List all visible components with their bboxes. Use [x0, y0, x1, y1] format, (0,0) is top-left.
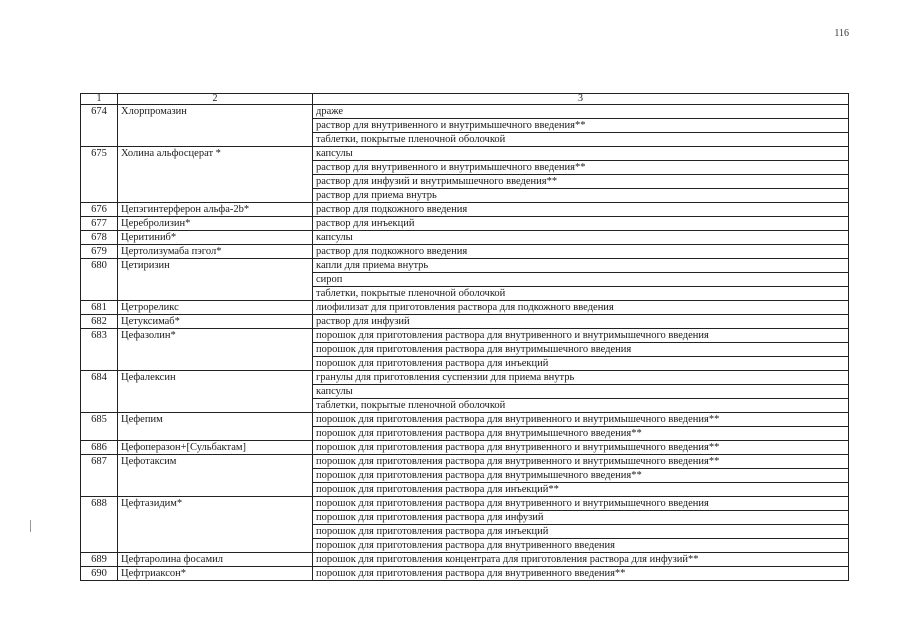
dosage-form: порошок для приготовления раствора для инъекций** — [313, 483, 849, 497]
dosage-form: порошок для приготовления раствора для внутримышечного введения** — [313, 469, 849, 483]
binding-mark — [30, 520, 31, 532]
entry-number: 685 — [81, 413, 118, 441]
entry-number: 690 — [81, 567, 118, 581]
column-header-forms: 3 — [313, 94, 849, 105]
dosage-form: раствор для подкожного введения — [313, 245, 849, 259]
column-header-name: 2 — [118, 94, 313, 105]
entry-number: 678 — [81, 231, 118, 245]
drug-name: Цетрореликс — [118, 301, 313, 315]
dosage-form: порошок для приготовления раствора для внутримышечного введения — [313, 343, 849, 357]
dosage-form: порошок для приготовления раствора для внутривенного и внутримышечного введения — [313, 497, 849, 511]
table-row — [81, 203, 849, 217]
drug-name: Цефотаксим — [118, 455, 313, 497]
dosage-form: порошок для приготовления раствора для внутривенного и внутримышечного введения — [313, 329, 849, 343]
dosage-form: капли для приема внутрь — [313, 259, 849, 273]
drug-name: Цефалексин — [118, 371, 313, 413]
dosage-form: капсулы — [313, 231, 849, 245]
table-row — [81, 441, 849, 455]
drug-name: Цефепим — [118, 413, 313, 441]
dosage-form: капсулы — [313, 385, 849, 399]
dosage-form: порошок для приготовления концентрата для приготовления раствора для инфузий** — [313, 553, 849, 567]
dosage-form: порошок для приготовления раствора для внутривенного введения** — [313, 567, 849, 581]
dosage-form: порошок для приготовления раствора для внутривенного и внутримышечного введения** — [313, 413, 849, 427]
entry-number: 676 — [81, 203, 118, 217]
entry-number: 682 — [81, 315, 118, 329]
table-row — [81, 301, 849, 315]
drug-name: Цефазолин* — [118, 329, 313, 371]
dosage-form: раствор для инъекций — [313, 217, 849, 231]
dosage-form: лиофилизат для приготовления раствора для подкожного введения — [313, 301, 849, 315]
entry-number: 684 — [81, 371, 118, 413]
drug-name: Цефтазидим* — [118, 497, 313, 553]
table-row — [81, 371, 849, 385]
dosage-form: таблетки, покрытые пленочной оболочкой — [313, 399, 849, 413]
dosage-form: драже — [313, 105, 849, 119]
drug-name: Цефтриаксон* — [118, 567, 313, 581]
table-row — [81, 105, 849, 119]
entry-number: 675 — [81, 147, 118, 203]
table-row — [81, 413, 849, 427]
drug-name: Хлорпромазин — [118, 105, 313, 147]
column-header-number: 1 — [81, 94, 118, 105]
page-number: 116 — [834, 28, 849, 39]
entry-number: 687 — [81, 455, 118, 497]
dosage-form: раствор для внутривенного и внутримышечного введения** — [313, 119, 849, 133]
dosage-form: раствор для инфузий — [313, 315, 849, 329]
table-row — [81, 259, 849, 273]
dosage-form: порошок для приготовления раствора для внутримышечного введения** — [313, 427, 849, 441]
dosage-form: раствор для подкожного введения — [313, 203, 849, 217]
table-row — [81, 329, 849, 343]
table-row — [81, 147, 849, 161]
table-row — [81, 245, 849, 259]
header-row — [81, 94, 849, 105]
entry-number: 680 — [81, 259, 118, 301]
drug-table — [80, 93, 849, 581]
drug-name: Церитиниб* — [118, 231, 313, 245]
entry-number: 686 — [81, 441, 118, 455]
drug-name: Цетиризин — [118, 259, 313, 301]
dosage-form: сироп — [313, 273, 849, 287]
entry-number: 674 — [81, 105, 118, 147]
entry-number: 683 — [81, 329, 118, 371]
drug-name: Цефоперазон+[Сульбактам] — [118, 441, 313, 455]
table-row — [81, 553, 849, 567]
dosage-form: раствор для инфузий и внутримышечного введения** — [313, 175, 849, 189]
table-row — [81, 455, 849, 469]
entry-number: 677 — [81, 217, 118, 231]
dosage-form: раствор для внутривенного и внутримышечного введения** — [313, 161, 849, 175]
drug-name: Цертолизумаба пэгол* — [118, 245, 313, 259]
dosage-form: порошок для приготовления раствора для инфузий — [313, 511, 849, 525]
dosage-form: порошок для приготовления раствора для внутривенного и внутримышечного введения** — [313, 441, 849, 455]
table-row — [81, 231, 849, 245]
dosage-form: порошок для приготовления раствора для инъекций — [313, 525, 849, 539]
dosage-form: порошок для приготовления раствора для внутривенного и внутримышечного введения** — [313, 455, 849, 469]
entry-number: 688 — [81, 497, 118, 553]
drug-name: Цетуксимаб* — [118, 315, 313, 329]
entry-number: 689 — [81, 553, 118, 567]
drug-name: Цепэгинтерферон альфа-2b* — [118, 203, 313, 217]
dosage-form: раствор для приема внутрь — [313, 189, 849, 203]
drug-name: Церебролизин* — [118, 217, 313, 231]
table-row — [81, 497, 849, 511]
dosage-form: таблетки, покрытые пленочной оболочкой — [313, 287, 849, 301]
dosage-form: капсулы — [313, 147, 849, 161]
dosage-form: порошок для приготовления раствора для инъекций — [313, 357, 849, 371]
entry-number: 679 — [81, 245, 118, 259]
dosage-form: таблетки, покрытые пленочной оболочкой — [313, 133, 849, 147]
dosage-form: гранулы для приготовления суспензии для приема внутрь — [313, 371, 849, 385]
drug-name: Цефтаролина фосамил — [118, 553, 313, 567]
table-row — [81, 567, 849, 581]
drug-name: Холина альфосцерат * — [118, 147, 313, 203]
dosage-form: порошок для приготовления раствора для внутривенного введения — [313, 539, 849, 553]
entry-number: 681 — [81, 301, 118, 315]
table-row — [81, 315, 849, 329]
table-row — [81, 217, 849, 231]
